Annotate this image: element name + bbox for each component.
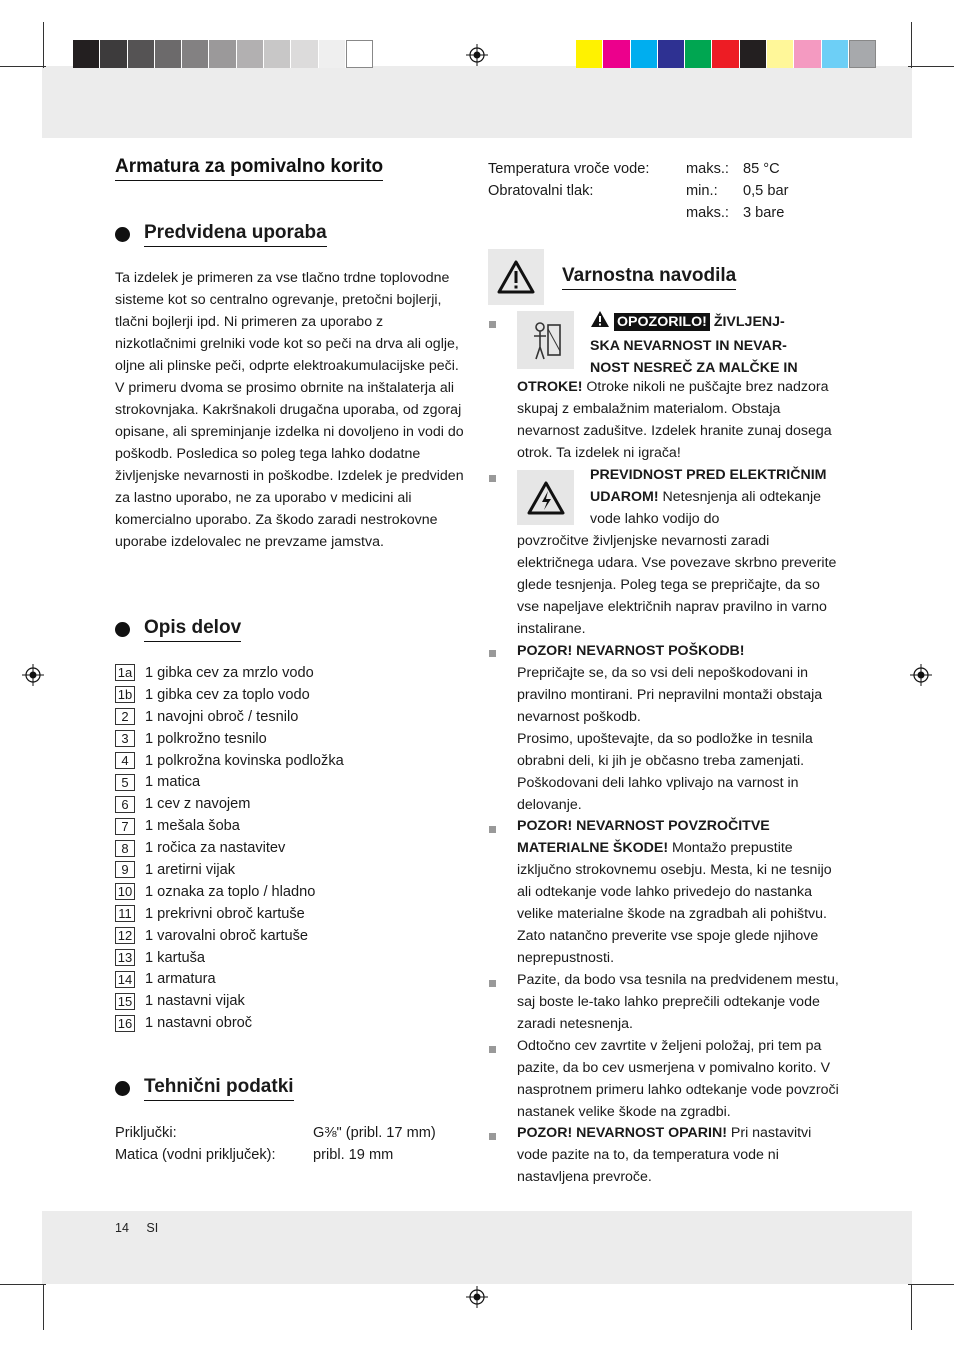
parts-list-item (115, 859, 455, 881)
section-heading-intended-use: Predvidena uporaba (115, 222, 327, 247)
warning-badge: OPOZORILO! (614, 313, 710, 331)
part-number-box: 6 (115, 796, 135, 813)
bullet-dot-icon (115, 622, 130, 637)
part-label: 1 kartuša (145, 949, 206, 966)
part-label: 1 nastavni obroč (145, 1015, 253, 1032)
registration-mark-icon (22, 664, 44, 686)
color-swatch (100, 40, 127, 68)
registration-mark-icon (466, 1286, 488, 1308)
part-number-box: 10 (115, 883, 135, 900)
part-number-box: 15 (115, 993, 135, 1010)
safety-heading: Varnostna navodila (488, 249, 736, 305)
parts-list-item (115, 815, 455, 837)
color-swatch (291, 40, 318, 68)
color-swatch (182, 40, 209, 68)
color-swatch (128, 40, 155, 68)
bullet-square-icon (489, 321, 496, 328)
drain-pipe-text: Odtočno cev zavrtite v želјeni položaj, pri tem pa pazite, da bo cev usmerjena v pomivalno korito. V nasprotnem primeru lahko odtekanje vode povzroči nastanek velike škode na zgradbi. (517, 1038, 839, 1120)
page-footer (115, 1221, 172, 1235)
warning-triangle-icon (488, 249, 544, 305)
color-swatch (155, 40, 182, 68)
crop-mark (43, 1284, 44, 1330)
color-swatch (685, 40, 712, 68)
warning-scald-text: POZOR! NEVARNOST OPARIN! Pri nastavitvi vode pazite na to, da temperatura vode ni nastavljena prevroče. (517, 1125, 812, 1185)
part-label: 1 aretirni vijak (145, 861, 236, 878)
warning-children-heading: OPOZORILO! ŽIVLJENJ- SKA NEVARNOST IN NEVAR- NOST NESREČ ZA MALČKE IN (590, 310, 842, 379)
part-label: 1 varovalni obroč kartuše (145, 927, 309, 944)
footer-band (42, 1211, 912, 1284)
part-label: 1 nastavni vijak (145, 993, 245, 1010)
parts-list-item (115, 662, 455, 684)
color-swatch (209, 40, 236, 68)
color-swatch (319, 40, 346, 68)
crop-mark (0, 1284, 46, 1285)
color-swatch (264, 40, 291, 68)
part-label: 1 cev z navojem (145, 796, 251, 813)
color-swatch (631, 40, 658, 68)
warning-electric-text: povzročitve življenjske nevarnosti zaradi električnega udara. Vse povezave skrbno preverite glede tesnjenja. Poleg tega se prepričajte, da so vse napeljave električnih naprav pravilno in varno instalirane. (517, 533, 837, 637)
parts-list-item (115, 750, 455, 772)
part-number-box: 2 (115, 708, 135, 725)
part-number-box: 5 (115, 774, 135, 791)
seal-placement-text: Pazite, da bodo vsa tesnila na predvidenem mestu, saj boste le-tako lahko preprečili odtekanje vode zaradi netesnenja. (517, 972, 839, 1032)
parts-list-item (115, 793, 455, 815)
parts-list-item (115, 881, 455, 903)
color-swatch (237, 40, 264, 68)
warning-electric-heading: PREVIDNOST PRED ELEKTRIČNIM UDAROM! Netesnjenja ali odtekanje vode lahko vodijo do (590, 467, 827, 527)
child-warning-pictogram-icon (517, 311, 574, 369)
color-swatch (767, 40, 794, 68)
tech-row: Temperatura vroče vode: maks.: 85 °C (488, 161, 780, 177)
registration-mark-icon (466, 44, 488, 66)
tech-row: Obratovalni tlak: min.: 0,5 bar (488, 183, 789, 199)
part-label: 1 gibka cev za toplo vodo (145, 686, 310, 703)
parts-list-item (115, 684, 455, 706)
page-number: 14 (115, 1221, 129, 1235)
part-number-box: 14 (115, 971, 135, 988)
parts-list-item (115, 837, 455, 859)
parts-list-item (115, 728, 455, 750)
document-title: Armatura za pomivalno korito (115, 156, 383, 181)
part-number-box: 8 (115, 840, 135, 857)
process-color-strip (576, 40, 876, 70)
crop-mark (911, 1284, 912, 1330)
bullet-dot-icon (115, 1081, 130, 1096)
warning-property-text: POZOR! NEVARNOST POVZROČITVE MATERIALNE ŠKODE! Montažo prepustite izključno strokovnemu osebju. Mesta, ki ne tesnijo ali odtekanje vode lahko privedejo do nastanka velike materialne škode na zgradbah ali pohištvu. Zato natančno preverite vse spoje glede njihove neprepustnosti. (517, 818, 832, 966)
language-code: SI (146, 1221, 159, 1235)
parts-list-item (115, 968, 455, 990)
bullet-square-icon (489, 1046, 496, 1053)
part-number-box: 7 (115, 818, 135, 835)
color-swatch (740, 40, 767, 68)
part-number-box: 16 (115, 1015, 135, 1032)
electric-shock-pictogram-icon (517, 470, 574, 525)
bullet-square-icon (489, 826, 496, 833)
bullet-square-icon (489, 650, 496, 657)
part-label: 1 oznaka za toplo / hladno (145, 883, 316, 900)
parts-list-item (115, 990, 455, 1012)
color-swatch (794, 40, 821, 68)
part-label: 1 ročica za nastavitev (145, 840, 286, 857)
bullet-square-icon (489, 1133, 496, 1140)
crop-mark (911, 22, 912, 68)
part-number-box: 11 (115, 905, 135, 922)
bullet-dot-icon (115, 227, 130, 242)
part-label: 1 mešala šoba (145, 818, 240, 835)
part-number-box: 1b (115, 686, 135, 703)
section-heading-tech-data: Tehnični podatki (115, 1076, 294, 1101)
warning-triangle-small-icon (590, 310, 610, 335)
part-label: 1 armatura (145, 971, 216, 988)
registration-mark-icon (910, 664, 932, 686)
parts-list (115, 662, 455, 1034)
part-number-box: 9 (115, 861, 135, 878)
bullet-square-icon (489, 980, 496, 987)
tech-row: Matica (vodni priključek): pribl. 19 mm (115, 1147, 394, 1163)
crop-mark (908, 1284, 954, 1285)
color-swatch (73, 40, 100, 68)
crop-mark (0, 66, 46, 67)
part-label: 1 navojni obroč / tesnilo (145, 708, 299, 725)
tech-data-table (115, 1122, 436, 1166)
color-swatch (822, 40, 849, 68)
color-swatch (712, 40, 739, 68)
tech-data-table-continued (488, 158, 788, 224)
color-swatch (576, 40, 603, 68)
part-number-box: 4 (115, 752, 135, 769)
warning-children-text: OTROKE! Otroke nikoli ne puščajte brez nadzora skupaj z embalažnim materialom. Obstaja nevarnost zadušitve. Izdelek hranite zunaj dosega otrok. Ta izdelek ni igrača! (517, 379, 832, 461)
parts-list-item (115, 706, 455, 728)
warning-injury-text: POZOR! NEVARNOST POŠKODB! Prepričajte se, da so vsi deli nepoškodovani in pravilno montirani. Pri nepravilni montaži obstaja nevarnost poškodb. Prosimo, upoštevajte, da so podložke in tesnila obrabni deli, ki jih je občasno treba zamenjati. Poškodovani deli lahko vplivajo na varnost in delovanje. (517, 643, 823, 813)
parts-list-item (115, 903, 455, 925)
parts-list-item (115, 1012, 455, 1034)
part-label: 1 prekrivni obroč kartuše (145, 905, 305, 922)
part-number-box: 3 (115, 730, 135, 747)
part-label: 1 matica (145, 774, 201, 791)
crop-mark (908, 66, 954, 67)
tech-row: maks.: 3 bare (686, 205, 785, 221)
color-swatch (658, 40, 685, 68)
color-swatch (849, 40, 876, 68)
part-number-box: 13 (115, 949, 135, 966)
part-label: 1 gibka cev za mrzlo vodo (145, 664, 314, 681)
part-number-box: 12 (115, 927, 135, 944)
bullet-square-icon (489, 475, 496, 482)
parts-list-item (115, 947, 455, 969)
part-label: 1 polkrožna kovinska podložka (145, 752, 344, 769)
tech-row: Priključki: G⅜" (pribl. 17 mm) (115, 1125, 436, 1141)
intended-use-text: Ta izdelek je primeren za vse tlačno trdne toplovodne sisteme kot so centralno ogrevanje, pretočni bojlerji, tlačni bojlerji ipd. Ni primeren za uporabo z nizkotlačnimi grelniki vode kot so peči na drva ali oglje, oljne ali plinske peči, odprte elektroakumulacijske peči. V primeru dvoma se prosimo obrnite na inštalaterja ali strokovnjaka. Kakršnakoli drugačna uporaba, od zgoraj opisane, ali spreminjanje izdelka ni dovoljeno in vodi do poškodb. Posledica so poleg tega lahko dodatne življenjske nevarnosti in poškodbe. Izdelek je predviden za lastno uporabo, ne za uporabo v medicini ali komercialno uporabo. Za škodo zaradi nestrokovne uporabe izdelovalec ne prevzame jamstva. (115, 270, 464, 550)
part-number-box: 1a (115, 664, 135, 681)
part-label: 1 polkrožno tesnilo (145, 730, 267, 747)
parts-list-item (115, 771, 455, 793)
crop-mark (43, 22, 44, 68)
header-band (42, 66, 912, 138)
section-heading-parts: Opis delov (115, 617, 241, 642)
parts-list-item (115, 925, 455, 947)
color-swatch (346, 40, 373, 68)
color-swatch (603, 40, 630, 68)
grayscale-color-strip (73, 40, 373, 70)
